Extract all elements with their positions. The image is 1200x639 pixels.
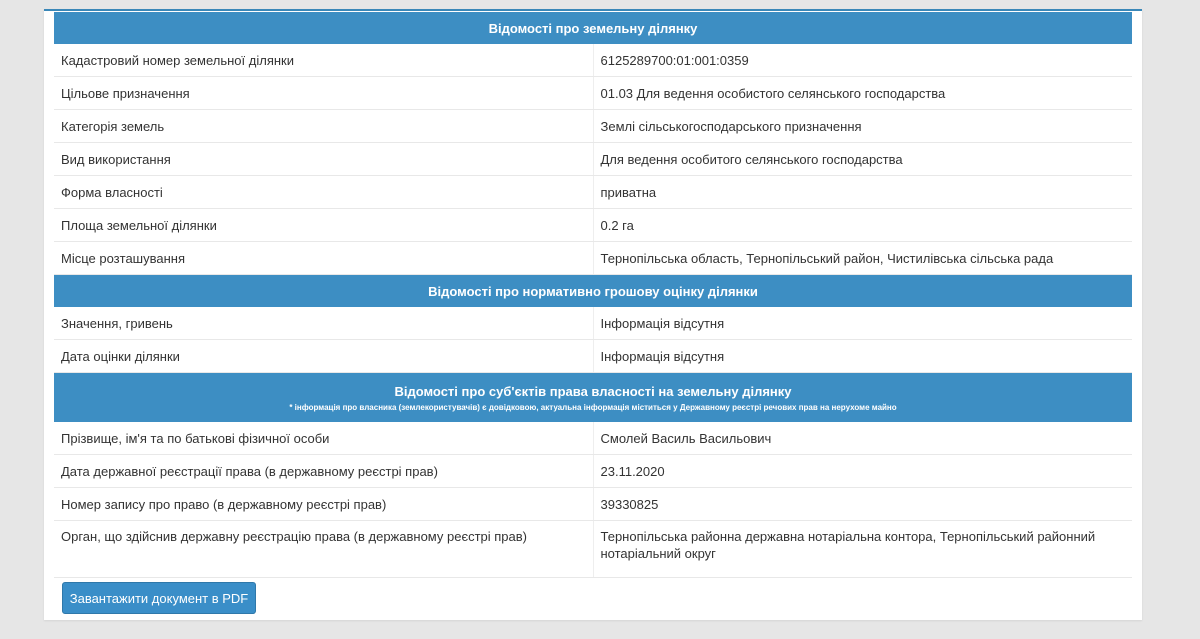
row-value: 6125289700:01:001:0359 [593, 44, 1132, 77]
table-row [54, 521, 1132, 578]
row-label: Номер запису про право (в державному реєстрі прав) [54, 488, 593, 521]
table-row [54, 340, 1132, 373]
row-value: Тернопільська районна державна нотаріальна контора, Тернопільський районний нотаріальний округ [593, 521, 1132, 578]
row-value: Інформація відсутня [593, 307, 1132, 340]
row-value: Землі сільськогосподарського призначення [593, 110, 1132, 143]
section-header-land [54, 12, 1132, 44]
row-label: Дата оцінки ділянки [54, 340, 593, 373]
table-row [54, 488, 1132, 521]
row-label: Площа земельної ділянки [54, 209, 593, 242]
row-label: Вид використання [54, 143, 593, 176]
row-label: Прізвище, ім'я та по батькові фізичної особи [54, 422, 593, 455]
table-row [54, 307, 1132, 340]
table-row [54, 77, 1132, 110]
section-header-cell [54, 373, 1132, 423]
land-info-table [54, 12, 1132, 578]
row-label: Орган, що здійснив державну реєстрацію права (в державному реєстрі прав) [54, 521, 593, 578]
row-value: Тернопільська область, Тернопільський район, Чистилівська сільська рада [593, 242, 1132, 275]
table-row [54, 209, 1132, 242]
section-title: Відомості про земельну ділянку [54, 12, 1132, 44]
row-label: Категорія земель [54, 110, 593, 143]
section-header-valuation [54, 275, 1132, 308]
section-title: Відомості про суб'єктів права власності на земельну ділянку [394, 383, 792, 399]
row-value: 23.11.2020 [593, 455, 1132, 488]
row-label: Значення, гривень [54, 307, 593, 340]
table-row [54, 110, 1132, 143]
row-value: 01.03 Для ведення особистого селянського господарства [593, 77, 1132, 110]
row-label: Дата державної реєстрації права (в державному реєстрі прав) [54, 455, 593, 488]
row-label: Цільове призначення [54, 77, 593, 110]
row-value: Смолей Василь Васильович [593, 422, 1132, 455]
section-header-owners [54, 373, 1132, 423]
section-note: * інформація про власника (землекористувачів) є довідковою, актуальна інформація міститься у Державному реєстрі речових прав на нерухоме майно [289, 402, 897, 412]
table-row [54, 455, 1132, 488]
row-value: 39330825 [593, 488, 1132, 521]
table-row [54, 176, 1132, 209]
row-value: 0.2 га [593, 209, 1132, 242]
row-value: Інформація відсутня [593, 340, 1132, 373]
table-row [54, 143, 1132, 176]
row-label: Форма власності [54, 176, 593, 209]
row-label: Кадастровий номер земельної ділянки [54, 44, 593, 77]
row-value: Для ведення особитого селянського господарства [593, 143, 1132, 176]
table-row [54, 44, 1132, 77]
download-pdf-button[interactable]: Завантажити документ в PDF [62, 582, 256, 614]
table-row [54, 422, 1132, 455]
row-value: приватна [593, 176, 1132, 209]
land-info-panel [44, 9, 1142, 620]
section-title: Відомості про нормативно грошову оцінку ділянки [54, 275, 1132, 308]
row-label: Місце розташування [54, 242, 593, 275]
table-row [54, 242, 1132, 275]
